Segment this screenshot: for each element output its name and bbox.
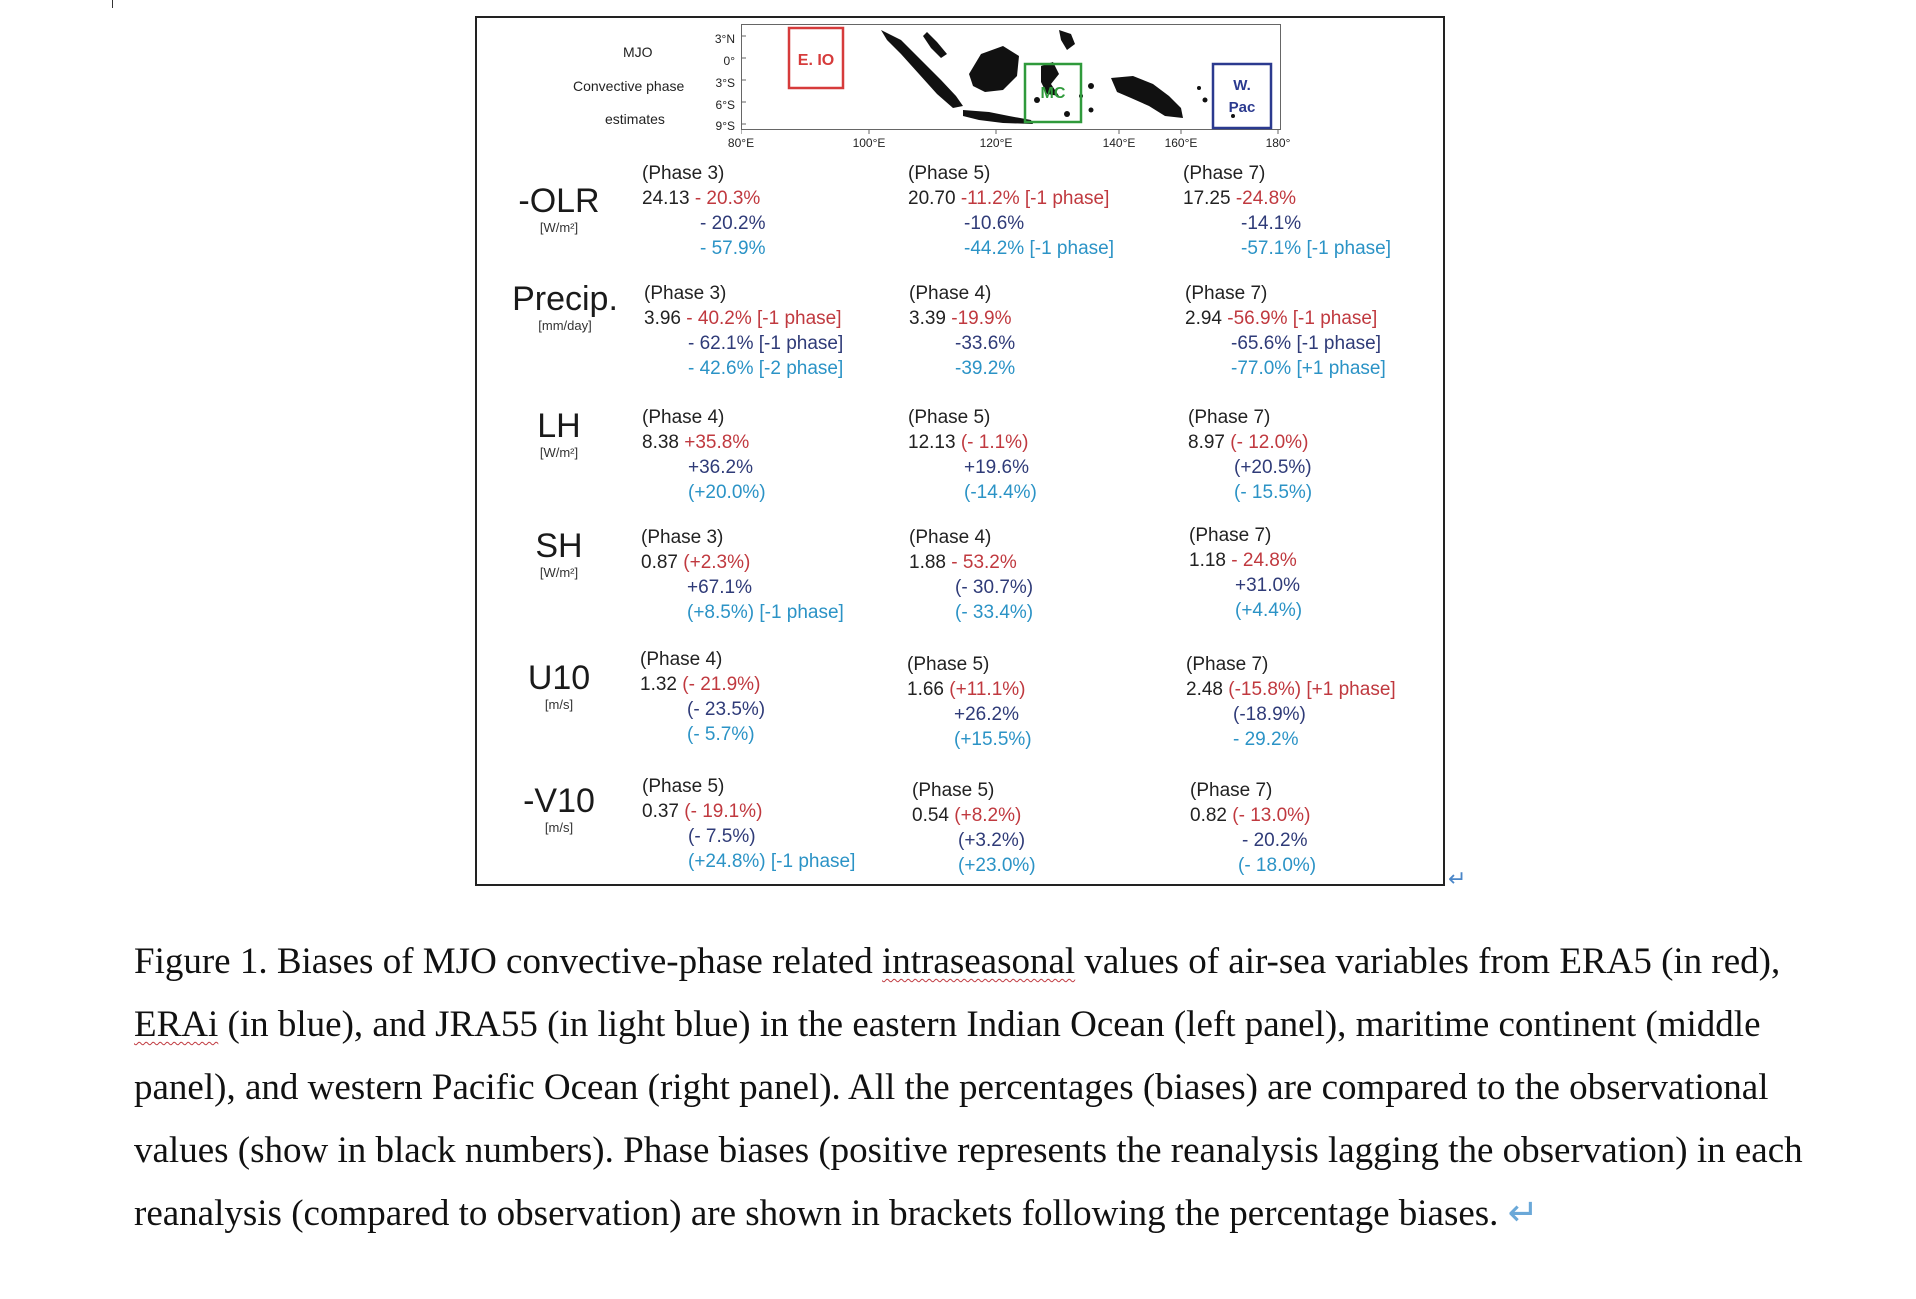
- obs-value: 8.38: [642, 432, 679, 453]
- erai-bias: +19.6%: [964, 457, 1029, 478]
- obs-value: 3.39: [909, 308, 946, 329]
- phase-label: (Phase 3): [641, 527, 724, 548]
- phase-label: (Phase 4): [642, 407, 725, 428]
- cell-v10-mc: [912, 778, 1036, 878]
- variable-name: -V10: [523, 782, 595, 820]
- jra55-bias: -77.0% [+1 phase]: [1231, 358, 1386, 379]
- phase-label: (Phase 3): [644, 283, 727, 304]
- jra55-bias: - 42.6% [-2 phase]: [688, 358, 844, 379]
- obs-value: 12.13: [908, 432, 956, 453]
- obs-value: 24.13: [642, 188, 690, 209]
- obs-value: 1.18: [1189, 550, 1226, 571]
- lon-label: 80°E: [727, 136, 755, 150]
- erai-bias: (- 30.7%): [955, 577, 1034, 598]
- cell-v10-wpac: [1190, 778, 1316, 878]
- row-label-v10: [499, 784, 619, 834]
- erai-bias: -10.6%: [964, 213, 1025, 234]
- obs-value: 0.82: [1190, 805, 1227, 826]
- lon-label: 160°E: [1164, 136, 1198, 150]
- obs-value: 3.96: [644, 308, 681, 329]
- era5-bias: - 40.2% [-1 phase]: [686, 308, 842, 329]
- phase-label: (Phase 7): [1186, 654, 1269, 675]
- jra55-bias: (- 18.0%): [1238, 855, 1317, 876]
- cell-lh-mc: [908, 405, 1037, 505]
- erai-bias: +67.1%: [687, 577, 752, 598]
- obs-value: 20.70: [908, 188, 956, 209]
- cell-olr-eio: [642, 161, 765, 261]
- era5-bias: (-15.8%) [+1 phase]: [1228, 679, 1396, 700]
- cell-precip-wpac: [1185, 281, 1386, 381]
- era5-bias: (- 12.0%): [1230, 432, 1309, 453]
- jra55-bias: (+8.5%) [-1 phase]: [687, 602, 844, 623]
- cell-v10-eio: [642, 774, 855, 874]
- cell-sh-wpac: [1189, 523, 1302, 623]
- era5-bias: (+8.2%): [954, 805, 1022, 826]
- erai-bias: - 20.2%: [1242, 830, 1308, 851]
- erai-bias: - 62.1% [-1 phase]: [688, 333, 844, 354]
- caption-return-mark: ↵: [1507, 1193, 1539, 1234]
- cell-olr-mc: [908, 161, 1114, 261]
- map-label-estimates: estimates: [605, 111, 665, 127]
- maritime-map: [741, 24, 1281, 136]
- era5-bias: (+2.3%): [683, 552, 751, 573]
- obs-value: 0.87: [641, 552, 678, 573]
- cell-sh-mc: [909, 525, 1033, 625]
- lat-label: 0°: [723, 54, 735, 68]
- era5-bias: -11.2% [-1 phase]: [960, 188, 1110, 209]
- obs-value: 2.94: [1185, 308, 1222, 329]
- phase-label: (Phase 4): [640, 649, 723, 670]
- variable-unit: [W/m²]: [539, 445, 579, 460]
- obs-value: 1.88: [909, 552, 946, 573]
- jra55-bias: (+24.8%) [-1 phase]: [688, 851, 856, 872]
- caption-text-2: values of air-sea variables from ERA5 (in red),: [1075, 941, 1781, 982]
- phase-label: (Phase 5): [907, 654, 990, 675]
- phase-label: (Phase 4): [909, 527, 992, 548]
- phase-label: (Phase 3): [642, 163, 725, 184]
- lat-label: 9°S: [715, 119, 735, 133]
- obs-value: 2.48: [1186, 679, 1223, 700]
- row-label-olr: [499, 184, 619, 234]
- era5-bias: - 24.8%: [1231, 550, 1297, 571]
- lat-label: 6°S: [715, 98, 735, 112]
- phase-label: (Phase 5): [912, 780, 995, 801]
- phase-label: (Phase 4): [909, 283, 992, 304]
- cell-precip-mc: [909, 281, 1015, 381]
- era5-bias: (+11.1%): [949, 679, 1026, 700]
- jra55-bias: (-14.4%): [964, 482, 1037, 503]
- figure-panel: [475, 16, 1445, 886]
- cell-u10-eio: [640, 647, 765, 747]
- figure-caption[interactable]: [134, 930, 1814, 1245]
- obs-value: 1.66: [907, 679, 944, 700]
- phase-label: (Phase 7): [1183, 163, 1266, 184]
- obs-value: 17.25: [1183, 188, 1231, 209]
- lon-label: 140°E: [1102, 136, 1136, 150]
- erai-bias: (- 7.5%): [688, 826, 756, 847]
- jra55-bias: (+20.0%): [688, 482, 766, 503]
- variable-name: U10: [527, 659, 591, 697]
- caption-word-erai: ERAi: [134, 1004, 219, 1045]
- map-label-convective-phase: Convective phase: [573, 78, 685, 94]
- cell-u10-wpac: [1186, 652, 1396, 752]
- jra55-bias: -57.1% [-1 phase]: [1241, 238, 1391, 259]
- cell-u10-mc: [907, 652, 1032, 752]
- variable-unit: [mm/day]: [538, 318, 592, 333]
- erai-bias: (+20.5%): [1234, 457, 1312, 478]
- text-cursor: [112, 0, 113, 8]
- box-label-wpac-2: Pac: [1228, 99, 1256, 116]
- era5-bias: (- 21.9%): [682, 674, 761, 695]
- phase-label: (Phase 5): [642, 776, 725, 797]
- era5-bias: (- 19.1%): [684, 801, 763, 822]
- cell-precip-eio: [644, 281, 843, 381]
- erai-bias: (-18.9%): [1233, 704, 1306, 725]
- variable-name: Precip.: [512, 280, 618, 318]
- cell-lh-wpac: [1188, 405, 1312, 505]
- lon-label: 180°: [1265, 136, 1291, 150]
- jra55-bias: - 57.9%: [700, 238, 766, 259]
- variable-unit: [W/m²]: [539, 220, 579, 235]
- erai-bias: +36.2%: [688, 457, 753, 478]
- era5-bias: -19.9%: [951, 308, 1012, 329]
- caption-word-intraseasonal: intraseasonal: [882, 941, 1076, 982]
- box-label-mc: MC: [1040, 85, 1066, 102]
- map-label-mjo: MJO: [623, 44, 653, 60]
- variable-name: -OLR: [518, 182, 600, 220]
- variable-name: SH: [535, 527, 583, 565]
- jra55-bias: (+15.5%): [954, 729, 1032, 750]
- obs-value: 8.97: [1188, 432, 1225, 453]
- era5-bias: -56.9% [-1 phase]: [1227, 308, 1378, 329]
- box-label-wpac-1: W.: [1233, 77, 1251, 94]
- era5-bias: -24.8%: [1235, 188, 1297, 209]
- jra55-bias: -44.2% [-1 phase]: [964, 238, 1114, 259]
- cell-olr-wpac: [1183, 161, 1391, 261]
- era5-bias: (- 13.0%): [1232, 805, 1311, 826]
- era5-bias: +35.8%: [684, 432, 750, 453]
- obs-value: 1.32: [640, 674, 677, 695]
- obs-value: 0.37: [642, 801, 679, 822]
- lon-label: 100°E: [852, 136, 886, 150]
- cell-sh-eio: [641, 525, 844, 625]
- variable-unit: [W/m²]: [539, 565, 579, 580]
- jra55-bias: (- 33.4%): [955, 602, 1034, 623]
- phase-label: (Phase 7): [1185, 283, 1268, 304]
- caption-text-1: Figure 1. Biases of MJO convective-phase related: [134, 941, 883, 982]
- phase-label: (Phase 7): [1188, 407, 1271, 428]
- obs-value: 0.54: [912, 805, 949, 826]
- lon-label: 120°E: [979, 136, 1013, 150]
- era5-bias: (- 1.1%): [960, 432, 1029, 453]
- erai-bias: (- 23.5%): [687, 699, 766, 720]
- jra55-bias: (- 5.7%): [687, 724, 755, 745]
- phase-label: (Phase 7): [1190, 780, 1273, 801]
- erai-bias: -65.6% [-1 phase]: [1231, 333, 1381, 354]
- era5-bias: - 20.3%: [694, 188, 761, 209]
- era5-bias: - 53.2%: [951, 552, 1017, 573]
- row-label-u10: [499, 661, 619, 711]
- jra55-bias: (+4.4%): [1235, 600, 1303, 621]
- erai-bias: (+3.2%): [958, 830, 1026, 851]
- row-label-sh: [499, 529, 619, 579]
- caption-text-3: (in blue), and JRA55 (in light blue) in the eastern Indian Ocean (left panel), maritime continent (middle panel), and western Pacific Ocean (right panel). All the percentages (biases) are compared to the observational values (show in black numbers). Phase biases (positive represents the reanalysis lagging the observation) in each reanalysis (compared to observation) are shown in brackets following the percentage biases.: [134, 1004, 1803, 1234]
- erai-bias: +31.0%: [1235, 575, 1300, 596]
- jra55-bias: (+23.0%): [958, 855, 1036, 876]
- erai-bias: - 20.2%: [700, 213, 766, 234]
- erai-bias: -33.6%: [955, 333, 1016, 354]
- variable-unit: [m/s]: [544, 820, 574, 835]
- box-label-eio: E. IO: [797, 52, 835, 69]
- phase-label: (Phase 5): [908, 407, 991, 428]
- jra55-bias: (- 15.5%): [1234, 482, 1313, 503]
- erai-bias: -14.1%: [1241, 213, 1302, 234]
- phase-label: (Phase 5): [908, 163, 991, 184]
- lat-label: 3°N: [714, 32, 735, 46]
- variable-name: LH: [537, 407, 581, 445]
- jra55-bias: - 29.2%: [1233, 729, 1299, 750]
- row-label-precip: [505, 282, 625, 332]
- paragraph-mark: ↵: [1448, 866, 1467, 891]
- variable-unit: [m/s]: [544, 697, 574, 712]
- phase-label: (Phase 7): [1189, 525, 1272, 546]
- jra55-bias: -39.2%: [955, 358, 1016, 379]
- lat-label: 3°S: [715, 76, 735, 90]
- erai-bias: +26.2%: [954, 704, 1019, 725]
- cell-lh-eio: [642, 405, 766, 505]
- row-label-lh: [499, 409, 619, 459]
